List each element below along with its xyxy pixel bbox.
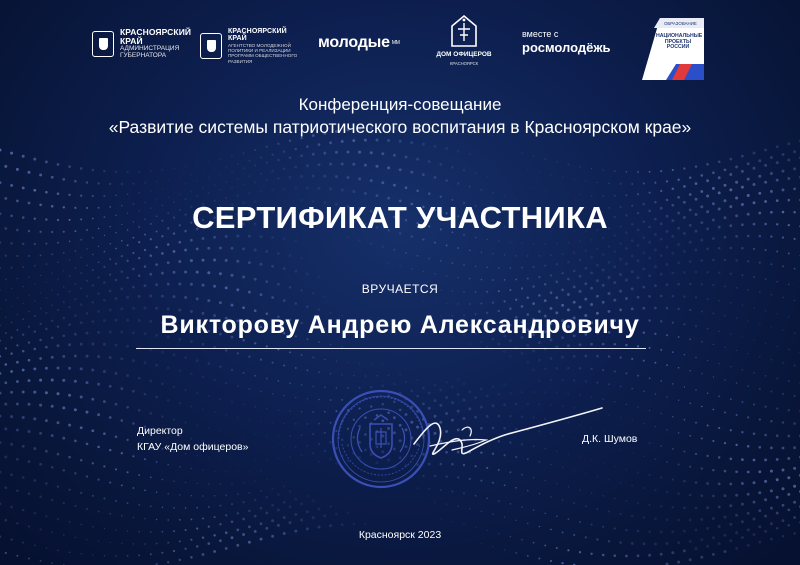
logo-2-line-5: ПРОГРАММ ОБЩЕСТВЕННОГО [228,53,298,59]
recipient-underline [136,348,646,349]
handwritten-signature [408,398,604,466]
signatory-role [137,423,248,455]
conference-type: Конференция-совещание [298,95,502,114]
logo-1-line-2: КРАЙ [120,35,143,46]
logo-molodye-text: молодые [318,34,390,51]
signatory-name: Д.К. Шумов [582,433,638,445]
logo-molodye [318,34,400,52]
logo-1-line-4: ГУБЕРНАТОРА [120,51,167,59]
logo-dom-ofitserov [430,14,498,66]
logo-2-line-3: АГЕНТСТВО МОЛОДЕЖНОЙ [228,42,291,48]
logo-molodye-mark: ММ [391,40,400,46]
footer-city-year: Красноярск 2023 [358,529,442,541]
conference-title: «Развитие системы патриотического воспитания в Красноярском крае» [108,117,692,137]
logo-national-projects [640,16,706,82]
logo-2-line-2: КРАЙ [228,35,247,43]
logo-6-line-4: РОССИИ [666,44,690,51]
krasnoyarsk-crest-icon [200,33,222,59]
logo-6-line-2: НАЦИОНАЛЬНЫЕ [656,33,703,39]
logo-6-line-1: ОБРАЗОВАНИЕ [664,21,697,26]
recipient-name: Викторову Андрею Александровичу [160,311,640,339]
officers-house-icon [449,14,479,48]
logo-6-line-3: ПРОЕКТЫ [664,38,692,45]
logo-1-line-3: АДМИНИСТРАЦИЯ [120,44,180,52]
logo-2-line-1: КРАСНОЯРСКИЙ [228,28,287,35]
logo-krasnoyarsk-administration [92,28,191,59]
logo-5-line-1: вместе с [522,29,559,39]
logo-2-line-4: ПОЛИТИКИ И РЕАЛИЗАЦИИ [228,47,291,53]
logo-dom-ofitserov-text: ДОМ ОФИЦЕРОВ [436,51,492,58]
signatory-role-line-1: Директор [137,425,183,437]
awarded-to-label: ВРУЧАЕТСЯ [361,282,439,296]
certificate-title: СЕРТИФИКАТ УЧАСТНИКА [192,200,608,235]
logo-youth-policy-agency [200,28,297,64]
logo-2-line-6: РАЗВИТИЯ [228,58,253,64]
krasnoyarsk-crest-icon [92,31,114,57]
logo-1-line-1: КРАСНОЯРСКИЙ [120,27,192,37]
logo-5-line-2: росмолодёжь [522,40,611,55]
logo-dom-ofitserov-sub: КРАСНОЯРСК [449,61,479,66]
logo-rosmolodezh [522,29,611,55]
signatory-role-line-2: КГАУ «Дом офицеров» [137,441,249,453]
